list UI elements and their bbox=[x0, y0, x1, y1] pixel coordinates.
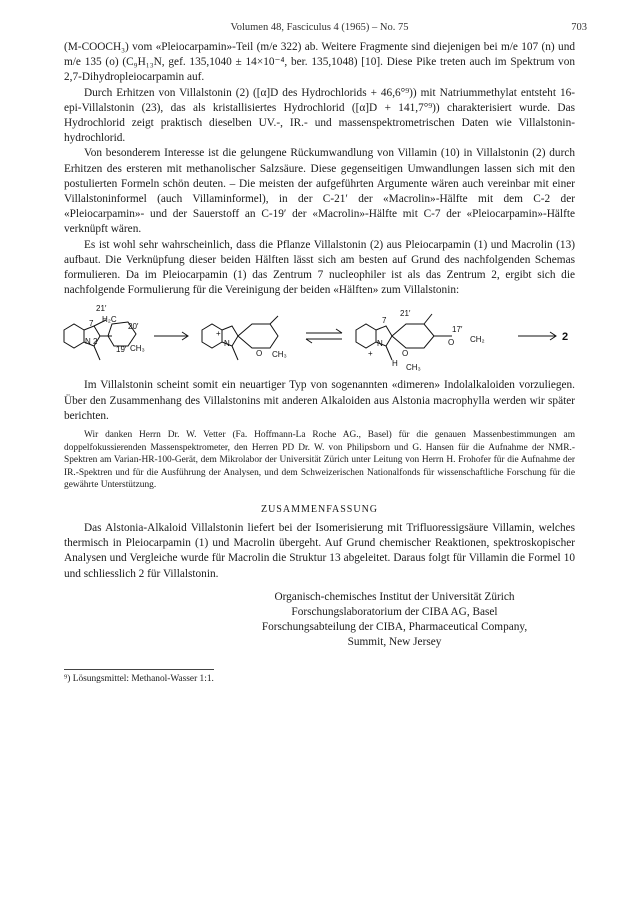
label-7-right: 7 bbox=[382, 316, 387, 326]
label-ch3-right: CH₃ bbox=[406, 363, 421, 373]
label-ch2: CH₂ bbox=[470, 335, 485, 345]
paragraph-mass-fragments: (M-COOCH₃) vom «Pleiocarpamin»-Teil (m/e 322) ab. Weitere Fragmente sind diejenigen bei m/e 107 (n) und m/e 135 (o) (C₉H₁₃N, gef. 135,1040 ± 14×10⁻⁴, ber. 135,1048) [10]. Diese Pike treten auch im Spektrum von 2,7-Dihydropleiocarpamin auf. bbox=[64, 41, 575, 84]
acknowledgement-text: Wir danken Herrn Dr. W. Vetter (Fa. Hoffmann-La Roche AG., Basel) für die genauen Massenbestimmungen am doppelfokussierenden Massenspektrometer, den Herren PD Dr. W. von Philipsborn und G. Hansen für die Aufnahme der NMR.-Spektren am Varian-HR-100-Gerät, dem Mikrolabor der Universität Zürich unter Leitung von Herrn H. Frohofer für die Aufnahme der IR.-Spektren und für die Ausführung der Analysen, und dem Schweizerischen Nationalfonds für wissenschaftliche Forschung für die gewährte Unterstützung. bbox=[64, 430, 575, 491]
label-plus-right: + bbox=[368, 349, 373, 359]
label-ch3-left: CH₃ bbox=[130, 344, 145, 354]
summary-heading: ZUSAMMENFASSUNG bbox=[260, 504, 379, 516]
paragraph-dimeric-type: Im Villalstonin scheint somit ein neuartiger Typ von sogenannten «dimeren» Indolalkaloiden vorzuliegen. Über den Zusammenhang des Villalstonins mit anderen Alkaloiden aus Alstonia macrophylla werden wir später berichten. bbox=[64, 379, 575, 422]
label-21-prime: 21′ bbox=[96, 304, 107, 314]
label-o-ch2: O bbox=[448, 338, 455, 348]
affiliation-line-3: Forschungsabteilung der CIBA, Pharmaceutical Company, bbox=[261, 621, 528, 634]
affiliation-block bbox=[64, 590, 575, 651]
label-17-prime: 17′ bbox=[452, 325, 463, 335]
running-header bbox=[64, 22, 587, 40]
label-o-right: O bbox=[402, 349, 409, 359]
running-title: Volumen 48, Fasciculus 4 (1965) – No. 75 bbox=[230, 22, 409, 33]
footnote-rule bbox=[64, 669, 214, 670]
footnote: ⁹) Lösungsmittel: Methanol-Wasser 1:1. bbox=[64, 673, 214, 684]
acknowledgement bbox=[64, 429, 575, 492]
reaction-scheme bbox=[64, 302, 575, 374]
label-h2c: H₂C bbox=[102, 315, 117, 325]
label-21-prime-right: 21′ bbox=[400, 309, 411, 319]
label-plus-mid: + bbox=[216, 329, 221, 339]
affiliation-line-2: Forschungslaboratorium der CIBA AG, Basel bbox=[291, 606, 498, 619]
affiliation-line-1: Organisch-chemisches Institut der Universität Zürich bbox=[274, 590, 515, 603]
label-7: 7 bbox=[89, 319, 94, 329]
label-2: 2 bbox=[93, 337, 98, 347]
label-n-right: N bbox=[377, 339, 383, 349]
affiliation-line-4: Summit, New Jersey bbox=[347, 636, 442, 649]
label-20-prime: 20′ bbox=[128, 322, 139, 332]
label-ch3-mid: CH₃ bbox=[272, 350, 287, 360]
label-19-prime: 19′ bbox=[116, 345, 127, 355]
label-product-2: 2 bbox=[562, 331, 569, 344]
label-n-mid: N bbox=[224, 339, 230, 349]
label-o-mid: O bbox=[256, 349, 263, 359]
label-h-right: H bbox=[392, 359, 398, 369]
paragraph-biosynthesis: Es ist wohl sehr wahrscheinlich, dass die Pflanze Villalstonin (2) aus Pleiocarpamin (1) und Macrolin (13) aufbaut. Die Verknüpfung dieser beiden Hälften lässt sich am besten auf Grund des nachfolgenden Schemas formulieren. Da im Pleiocarpamin (1) das Zentrum 7 nucleophiler ist als das Zentrum 2, ergibt sich die nachfolgende Formulierung für die Vereinigung der beiden «Hälften» zum Villalstonin: bbox=[64, 238, 575, 297]
label-n-left: N bbox=[85, 337, 91, 347]
journal-page bbox=[64, 22, 587, 684]
paragraph-reconversion: Von besonderem Interesse ist die gelungene Rückumwandlung von Villamin (10) in Villalstonin (2) durch Erhitzen des ersteren mit methanolischer Salzsäure. Diese gegenseitigen Umwandlungen lassen sich mit den postulierten Formeln schön deuten. – Die meisten der aufgeführten Argumente wären auch vereinbar mit einer Villalstoninformel (auch Villaminformel), in der C-21′ der «Macrolin»-Hälfte mit dem C-2 der «Pleiocarpamin»- und der Sauerstoff an C-19′ der «Macrolin»-Hälfte mit C-7 der «Pleiocarpamin»-Hälfte verknüpft wären. bbox=[64, 147, 575, 236]
summary-text: Das Alstonia-Alkaloid Villalstonin liefert bei der Isomerisierung mit Trifluoressigsäure Villamin, welches thermisch in Pleiocarpamin (1) und Macrolin übergeht. Auf Grund chemischer Reaktionen, spektroskopischer Analysen und Vergleiche wurde für Macrolin die Struktur 13 abgeleitet. Daraus folgt für Villamin die Formel 10 und schliesslich 2 für Villalstonin. bbox=[64, 522, 575, 580]
paragraph-epi-villalstonin: Durch Erhitzen von Villalstonin (2) ([α]D des Hydrochlorids + 46,6°⁹)) mit Natriummethylat entsteht 16-epi-Villalstonin (23), das als kristallisiertes Hydrochlorid ([α]D + 141,7°⁹)) charakterisiert wurde. Das Hydrochlorid zeigt praktisch dieselben UV.-, IR.- und massenspektrometrischen Daten wie Villalstonin-hydrochlorid. bbox=[64, 86, 575, 145]
reaction-scheme-drawing bbox=[56, 302, 586, 374]
page-number: 703 bbox=[571, 22, 587, 33]
